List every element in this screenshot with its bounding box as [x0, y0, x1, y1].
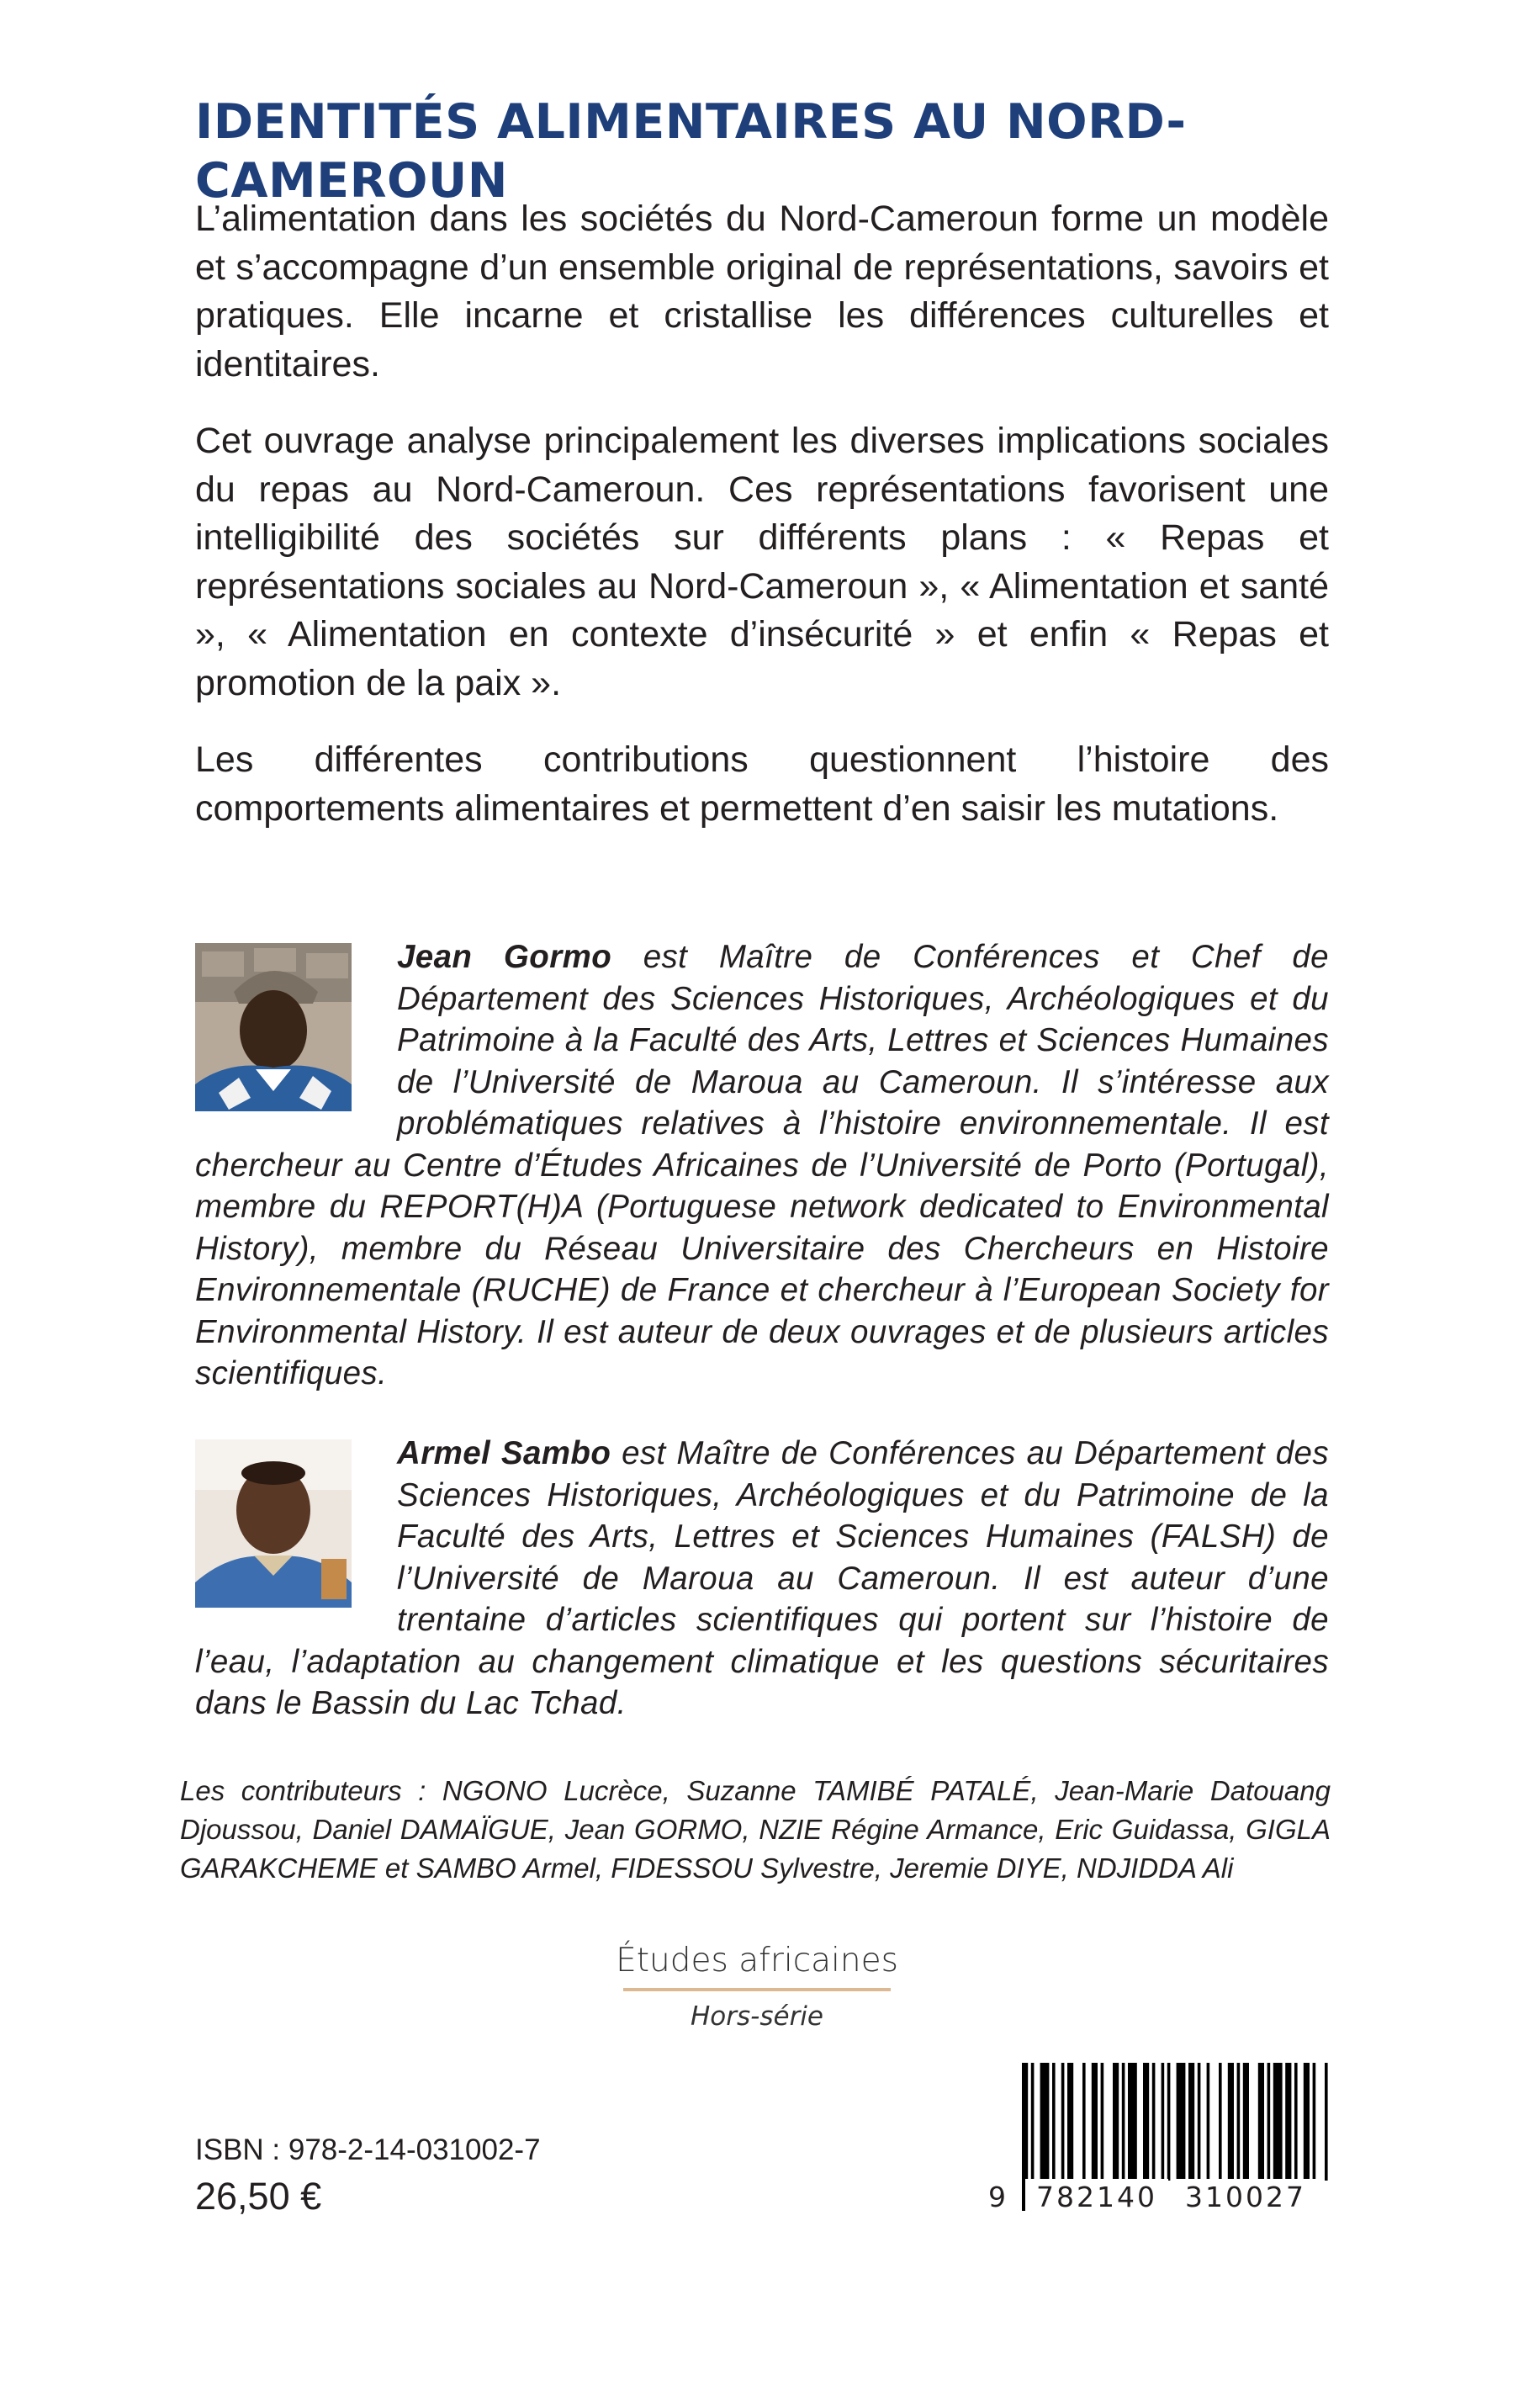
contributors	[180, 1772, 1331, 1888]
author-photo-jean-gormo	[195, 943, 352, 1111]
author-bio-text: est Maître de Conférences au Département des Sciences Historiques, Archéologiques et du Patrimoine de la Faculté des Arts, Lettres et Sciences Humaines (FALSH) de l’Université de Maroua au Cameroun. Il est auteur d’une trentaine d’articles scientifiques qui portent sur l’histoire de l’eau, l’adaptation au changement climatique et les questions sécuritaires dans le Bassin du Lac Tchad.	[195, 1435, 1329, 1721]
barcode-bar	[1304, 2063, 1310, 2181]
barcode-first-digit: 9	[988, 2181, 1008, 2213]
barcode-bar	[1267, 2063, 1271, 2181]
price: 26,50 €	[195, 2175, 322, 2218]
barcode-bar	[1219, 2063, 1222, 2181]
barcode-bar	[1258, 2063, 1264, 2181]
barcode-bar	[1313, 2063, 1316, 2181]
barcode-bar	[1052, 2063, 1056, 2181]
collection-logo	[589, 1939, 925, 2033]
barcode-bar	[1325, 2063, 1328, 2181]
barcode-right-digits: 310027	[1173, 2179, 1318, 2216]
author-photo-armel-sambo	[195, 1439, 352, 1608]
barcode-bar	[1128, 2063, 1137, 2181]
barcode-bar	[1273, 2063, 1283, 2181]
barcode-bar	[1040, 2063, 1050, 2181]
summary-paragraph-3: Les différentes contributions questionnent l’histoire des comportements alimentaires et permettent d’en saisir les mutations.	[195, 739, 1329, 829]
barcode-bar	[1122, 2063, 1125, 2181]
barcode-bar	[1243, 2063, 1249, 2181]
barcode-bar	[1237, 2063, 1241, 2181]
author-bio-text: est Maître de Conférences et Chef de Département des Sciences Historiques, Archéologiques et du Patrimoine à la Faculté des Arts, Lettres et Sciences Humaines de l’Université de Maroua au Cameroun. Il s’intéresse aux problématiques relatives à l’histoire environnementale. Il est chercheur au Centre d’Études Africaines de l’Université de Porto (Portugal), membre du REPORT(H)A (Portuguese network dedicated to Environmental History), membre du Réseau Universitaire des Chercheurs en Histoire Environnementale (RUCHE) de France et chercheur à l’European Society for Environmental History. Il est auteur de deux ouvrages et de plusieurs articles scientifiques.	[195, 939, 1329, 1391]
summary-paragraph-1: L’alimentation dans les sociétés du Nord-Cameroun forme un modèle et s’accompagne d’un ensemble original de représentations, savoirs et pratiques. Elle incarne et cristallise les différences culturelles et identitaires.	[195, 199, 1329, 384]
contributors-text: Les contributeurs : NGONO Lucrèce, Suzanne TAMIBÉ PATALÉ, Jean-Marie Datouang Djoussou, Daniel DAMAÏGUE, Jean GORMO, NZIE Régine Armance, Eric Guidassa, GIGLA GARAKCHEME et SAMBO Armel, FIDESSOU Sylvestre, Jeremie DIYE, NDJIDDA Ali	[180, 1775, 1331, 1884]
summary-paragraph-2: Cet ouvrage analyse principalement les diverses implications sociales du repas au Nord-Cameroun. Ces représentations favorisent une intelligibilité des sociétés sur différents plans : « Repas et représentations sociales au Nord-Cameroun », « Alimentation et santé », « Alimentation en contexte d’insécurité » et enfin « Repas et promotion de la paix ».	[195, 421, 1329, 703]
barcode	[988, 2063, 1333, 2223]
author-name: Jean Gormo	[397, 939, 612, 975]
barcode-bar	[1228, 2063, 1234, 2181]
barcode-bar	[1294, 2063, 1298, 2181]
collection-subtitle: Hors-série	[690, 2001, 823, 2032]
isbn: ISBN : 978-2-14-031002-7	[195, 2133, 541, 2166]
author-name: Armel Sambo	[397, 1435, 611, 1471]
author-bio-2	[195, 1433, 1329, 1725]
collection-rule	[623, 1988, 891, 1991]
barcode-bar	[1113, 2063, 1119, 2181]
barcode-left-digits: 782140	[1025, 2179, 1168, 2216]
barcode-bar	[1207, 2063, 1210, 2181]
author-bio-1	[195, 936, 1329, 1395]
barcode-bar	[1167, 2063, 1171, 2181]
barcode-bar	[1092, 2063, 1098, 2181]
barcode-bar	[1143, 2063, 1149, 2181]
barcode-bar	[1067, 2063, 1073, 2181]
barcode-bar	[1061, 2063, 1065, 2181]
summary	[195, 195, 1329, 861]
barcode-bar	[1101, 2063, 1104, 2181]
barcode-bar	[1152, 2063, 1156, 2181]
barcode-bar	[1162, 2063, 1165, 2181]
collection-series: Études africaines	[616, 1942, 898, 1980]
barcode-bar	[1082, 2063, 1086, 2181]
barcode-bar	[1285, 2063, 1291, 2181]
book-title: IDENTITÉS ALIMENTAIRES AU NORD-CAMEROUN	[195, 94, 1187, 209]
barcode-bar	[1198, 2063, 1201, 2181]
